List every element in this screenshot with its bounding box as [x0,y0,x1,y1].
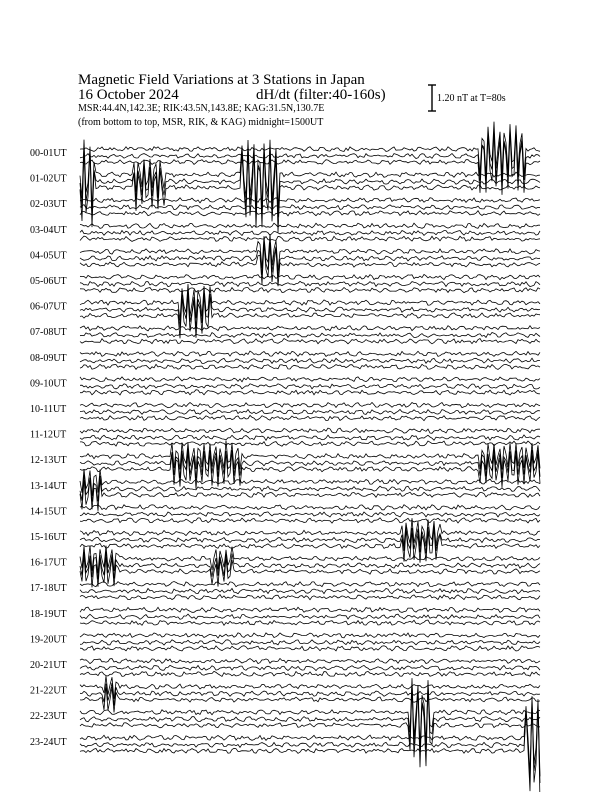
trace-msr-hour-8 [80,364,540,369]
scale-label: 1.20 nT at T=80s [437,93,506,104]
trace-msr-hour-22 [80,683,540,767]
station-coordinates: MSR:44.4N,142.3E; RIK:43.5N,143.8E; KAG:31.5N,130.7E [78,103,325,114]
hour-label: 08-09UT [30,352,67,364]
trace-msr-hour-14 [80,518,540,523]
trace-rik-hour-12 [80,448,540,479]
trace-msr-hour-4 [80,243,540,287]
hour-label: 07-08UT [30,327,67,339]
chart-title: Magnetic Field Variations at 3 Stations in Japan [78,72,365,88]
hour-label: 05-06UT [30,276,67,287]
trace-rik-hour-16 [80,551,540,579]
trace-rik-hour-4 [80,242,540,277]
trace-msr-hour-2 [80,211,540,216]
trace-rik-hour-23 [80,703,540,783]
trace-kag-hour-10 [80,403,540,408]
hour-label: 09-10UT [30,378,67,390]
trace-msr-hour-10 [80,415,540,420]
hour-label: 21-22UT [30,685,67,697]
hour-label: 03-04UT [30,224,67,236]
trace-kag-hour-8 [80,351,540,356]
trace-rik-hour-20 [80,665,540,670]
trace-rik-hour-5 [80,281,540,286]
trace-msr-hour-3 [80,236,540,241]
trace-kag-hour-23 [80,696,540,776]
trace-kag-hour-12 [80,441,540,471]
hour-label: 18-19UT [30,608,67,620]
trace-msr-hour-11 [80,441,540,446]
hour-label: 06-07UT [30,301,67,313]
trace-kag-hour-16 [80,546,540,574]
hour-label: 14-15UT [30,506,67,518]
trace-msr-hour-9 [80,390,540,395]
trace-rik-hour-13 [80,474,540,501]
chart-date: 16 October 2024 [78,87,179,103]
trace-rik-hour-9 [80,384,540,389]
trace-kag-hour-9 [80,377,540,382]
hour-label: 11-12UT [30,429,67,441]
hour-label: 17-18UT [30,583,67,595]
quantity-label: dH/dt (filter:40-160s) [256,87,386,103]
trace-rik-hour-18 [80,614,540,619]
hour-label: 20-21UT [30,660,67,671]
hour-label: 23-24UT [30,736,67,748]
trace-rik-hour-17 [80,589,540,594]
trace-kag-hour-17 [80,582,540,587]
trace-msr-hour-16 [80,556,540,587]
trace-rik-hour-11 [80,435,540,440]
hour-label: 01-02UT [30,173,67,185]
trace-msr-hour-7 [80,339,540,344]
trace-kag-hour-5 [80,274,540,279]
trace-rik-hour-2 [80,205,540,210]
hour-label: 00-01UT [30,148,67,159]
trace-kag-hour-15 [80,518,540,546]
trace-rik-hour-19 [80,640,540,645]
trace-msr-hour-18 [80,620,540,625]
hour-label: 12-13UT [30,455,67,467]
trace-rik-hour-15 [80,525,540,554]
hour-label: 02-03UT [30,199,67,211]
trace-kag-hour-20 [80,659,540,664]
trace-kag-hour-11 [80,428,540,433]
hour-label: 19-20UT [30,634,67,646]
trace-rik-hour-8 [80,358,540,363]
trace-rik-hour-6 [80,290,540,329]
trace-kag-hour-13 [80,469,540,496]
trace-rik-hour-7 [80,333,540,338]
trace-msr-hour-20 [80,671,540,676]
trace-kag-hour-21 [80,676,540,699]
hour-label: 10-11UT [30,404,67,415]
trace-rik-hour-3 [80,230,540,235]
hour-label: 13-14UT [30,480,67,492]
trace-kag-hour-3 [80,223,540,228]
trace-kag-hour-7 [80,326,540,331]
hour-label: 22-23UT [30,711,67,723]
station-order-note: (from bottom to top, MSR, RIK, & KAG) midnight=1500UT [78,117,324,128]
trace-kag-hour-2 [80,198,540,203]
trace-rik-hour-10 [80,410,540,415]
hour-label: 16-17UT [30,557,67,569]
trace-msr-hour-17 [80,595,540,600]
trace-rik-hour-14 [80,512,540,517]
trace-msr-hour-19 [80,646,540,651]
trace-kag-hour-18 [80,607,540,612]
hour-label: 15-16UT [30,532,67,543]
trace-msr-hour-21 [80,686,540,713]
trace-msr-hour-5 [80,288,540,293]
trace-kag-hour-14 [80,505,540,510]
hour-label: 04-05UT [30,250,67,262]
trace-kag-hour-19 [80,633,540,638]
